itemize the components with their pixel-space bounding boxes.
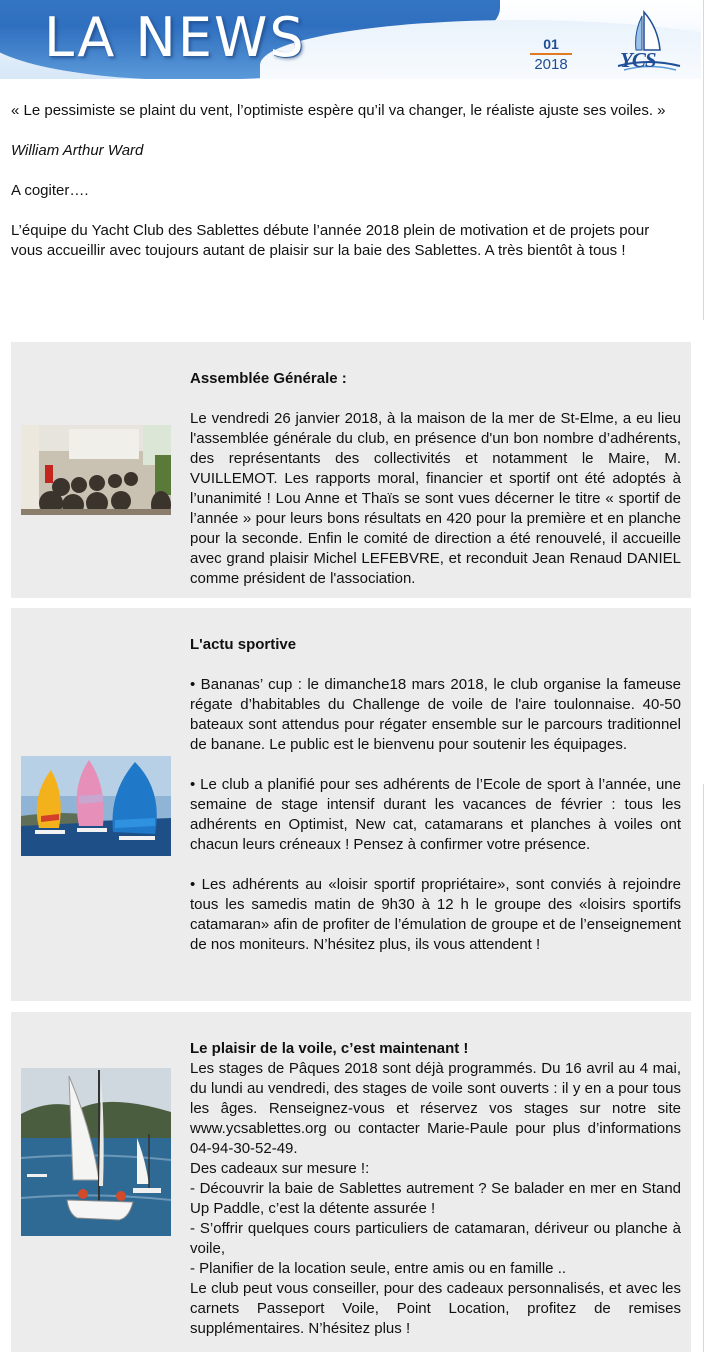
issue-year: 2018 — [534, 56, 568, 73]
section-assemblee-generale — [11, 342, 691, 598]
page-edge-line — [703, 784, 704, 1352]
section-content — [190, 369, 681, 589]
club-logo — [614, 10, 684, 74]
intro-section — [11, 101, 681, 281]
section-paragraph: • Bananas’ cup : le dimanche18 mars 2018, le club organise la fameuse régate d’habitables du Challenge de voile de l'aire toulonnaise. 40-50 bateaux sont attendus pour régater ensemble sur le parcours traditionnel de banane. Le public est le bienvenu pour soutenir les équipages. — [190, 676, 681, 753]
quote-author: William Arthur Ward — [11, 142, 144, 159]
section-actu-sportive — [11, 608, 691, 1001]
section-paragraph: Des cadeaux sur mesure !: — [190, 1160, 370, 1177]
issue-badge — [530, 36, 572, 73]
logo-text: YCS — [620, 48, 656, 72]
issue-number: 01 — [543, 36, 559, 52]
section-paragraph: Le club peut vous conseiller, pour des cadeaux personnalisés, et avec les carnets Passeport Voile, Point Location, profitez de remises supplémentaires. N’hésitez plus ! — [190, 1280, 681, 1337]
intro-quote: « Le pessimiste se plaint du vent, l’optimiste espère qu’il va changer, le réaliste ajuste ses voiles. » — [11, 102, 666, 119]
intro-welcome: L’équipe du Yacht Club des Sablettes débute l’année 2018 plein de motivation et de projets pour vous accueillir avec toujours autant de plaisir sur la baie des Sablettes. A très bientôt à tous ! — [11, 222, 650, 259]
section-plaisir-voile — [11, 1012, 691, 1352]
spinnaker-photo — [21, 756, 171, 861]
dinghy-photo — [21, 1068, 171, 1241]
page-edge-line — [703, 0, 704, 320]
section-paragraph: Le vendredi 26 janvier 2018, à la maison de la mer de St-Elme, a eu lieu l'assemblée générale du club, en présence d'un bon nombre d’adhérents, des représentants des collectivités et notamment le Maire, M. VUILLEMOT. Les rapports moral, financier et sportif ont été adoptés à l’unanimité ! Lou Anne et Thaïs se sont vues décerner le titre « sportif de l’année » pour leurs bons résultats en 420 pour la première et en planche pour la seconde. Enfin le comité de direction a été renouvelé, il accueille avec grand plaisir Michel LEFEBVRE, et reconduit Jean Renaud DANIEL comme président de l'association. — [190, 410, 681, 587]
section-paragraph: - Découvrir la baie de Sablettes autrement ? Se balader en mer en Stand Up Paddle, c’est la détente assurée ! — [190, 1180, 681, 1217]
section-heading: Le plaisir de la voile, c’est maintenant ! — [190, 1040, 469, 1057]
issue-divider — [530, 53, 572, 55]
newsletter-banner — [0, 0, 701, 79]
section-heading: L'actu sportive — [190, 636, 297, 653]
section-paragraph: - Planifier de la location seule, entre amis ou en famille .. — [190, 1260, 567, 1277]
intro-reflection: A cogiter…. — [11, 182, 89, 199]
section-paragraph: Les stages de Pâques 2018 sont déjà programmés. Du 16 avril au 4 mai, du lundi au vendredi, des stages de voile sont ouverts : il y en a pour tous les âges. Renseignez-vous et réservez vos stages sur notre site www.ycsablettes.org ou contacter Marie-Paule pour plus d’informations 04-94-30-52-49. — [190, 1060, 681, 1157]
section-content — [190, 1039, 681, 1339]
meeting-photo — [21, 425, 171, 520]
section-heading: Assemblée Générale : — [190, 370, 347, 387]
section-content — [190, 635, 681, 955]
newsletter-title: LA NEWS — [44, 6, 306, 69]
section-paragraph: • Les adhérents au «loisir sportif propriétaire», sont conviés à rejoindre tous les samedis matin de 9h30 à 12 h le groupe des «loisirs sportifs catamaran» afin de profiter de l’émulation de groupe et de l’enseignement de nos moniteurs. N’hésitez plus, ils vous attendent ! — [190, 876, 681, 953]
section-paragraph: - S’offrir quelques cours particuliers de catamaran, dériveur ou planche à voile, — [190, 1220, 681, 1257]
section-paragraph: • Le club a planifié pour ses adhérents de l’Ecole de sport à l’année, une semaine de stage intensif durant les vacances de février : tous les adhérents en Optimist, New cat, catamarans et planches à voiles ont chacun leurs créneaux ! Pensez à confirmer votre présence. — [190, 776, 681, 853]
